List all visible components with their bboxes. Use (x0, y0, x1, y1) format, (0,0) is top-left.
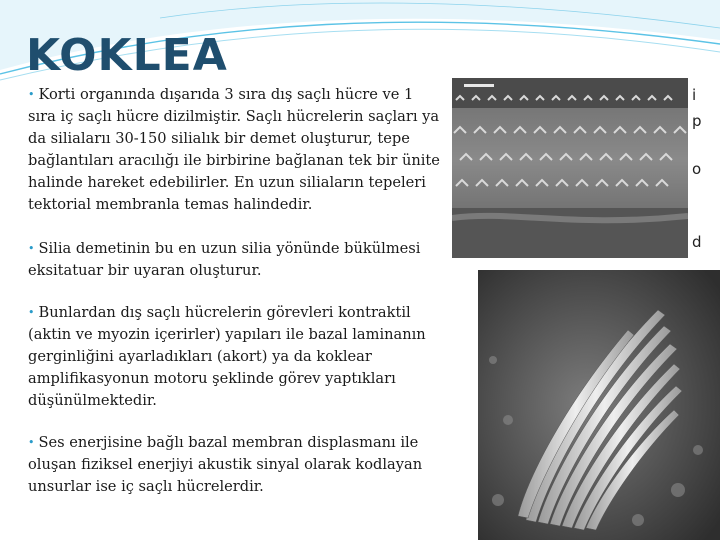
bullet-1-text: Korti organında dışarıda 3 sıra dış saçlı hücre ve 1 sıra iç saçlı hücre dizilmiştir. Saçlı hücrelerin saçları ya da silialarıı 30-150 silialık bir demet oluşturur, tepe bağlantıları aracılığı ile birbirine bağlanan tek bir ünite halinde hareket edebilirler. En uzun siliaların tepeleri tektorial membranla temas halindedir. (28, 86, 440, 213)
bullet-3-text: Bunlardan dış saçlı hücrelerin görevleri kontraktil (aktin ve myozin içerirler) yapıları ile bazal laminanın gerginliğini ayarladıkları (akort) ya da koklear amplifikasyonun motoru şeklinde görev yaptıkları düşünülmektedir. (28, 304, 426, 409)
bullet-4 (28, 432, 448, 498)
bullet-1 (28, 84, 443, 216)
stereocilia-bundle-micrograph (478, 270, 720, 540)
hair-cell-rows-micrograph (452, 78, 688, 258)
bullet-2 (28, 238, 428, 282)
bullet-dot: • (28, 242, 35, 255)
bullet-dot: • (28, 88, 35, 101)
image-label-o: o (692, 160, 702, 178)
bullet-3 (28, 302, 448, 412)
image-label-i: i (692, 86, 697, 104)
slide-title: KOKLEA (26, 30, 228, 81)
bullet-dot: • (28, 306, 35, 319)
image-label-d: d (692, 233, 702, 251)
image-label-p: p (692, 112, 702, 130)
bullet-2-text: Silia demetinin bu en uzun silia yönünde bükülmesi eksitatuar bir uyaran oluşturur. (28, 240, 421, 279)
bullet-4-text: Ses enerjisine bağlı bazal membran displasmanı ile oluşan fiziksel enerjiyi akustik sinyal olarak kodlayan unsurlar ise iç saçlı hücrelerdir. (28, 434, 423, 495)
bullet-dot: • (28, 436, 35, 449)
